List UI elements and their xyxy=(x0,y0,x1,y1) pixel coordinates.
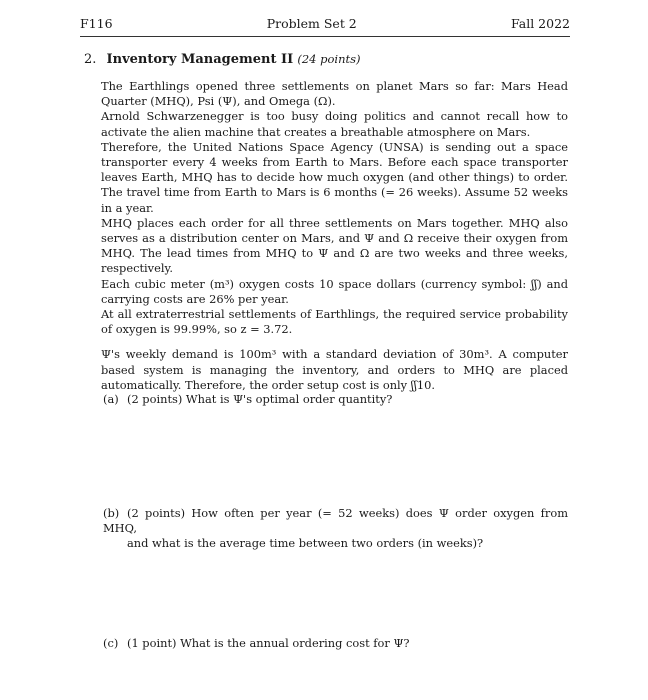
page-header xyxy=(80,16,570,31)
paragraph-psi-demand: Ψ's weekly demand is 100m³ with a standard deviation of 30m³. A computer based system is managing the inventory, and orders to MHQ are placed automatically. Therefore, the order setup cost is only ʃʃ10. xyxy=(101,347,568,392)
paragraph-schwarzenegger: Arnold Schwarzenegger is too busy doing politics and cannot recall how to activate the alien machine that creates a breathable atmosphere on Mars. xyxy=(101,109,568,139)
course-code: F116 xyxy=(80,16,113,31)
question-b-text-continued: and what is the average time between two orders (in weeks)? xyxy=(127,536,484,551)
problem-body xyxy=(101,79,568,393)
problem-heading xyxy=(84,52,360,67)
question-b-text: (2 points) How often per year (= 52 weeks) does Ψ order oxygen from MHQ, xyxy=(103,506,568,536)
question-b-label: (b) xyxy=(103,506,120,520)
paragraph-settlements: The Earthlings opened three settlements on planet Mars so far: Mars Head Quarter (MHQ), Psi (Ψ), and Omega (Ω). xyxy=(101,79,568,109)
question-c-text: (1 point) What is the annual ordering cost for Ψ? xyxy=(127,636,410,650)
problem-number: 2. xyxy=(84,52,97,67)
header-rule xyxy=(80,36,570,37)
question-b xyxy=(103,506,568,552)
question-a-label: (a) xyxy=(103,392,119,406)
problem-name: Inventory Management II xyxy=(106,52,294,67)
term: Fall 2022 xyxy=(510,16,570,31)
paragraph-service-level: At all extraterrestrial settlements of Earthlings, the required service probability of oxygen is 99.99%, so z = 3.72. xyxy=(101,307,568,337)
question-c-label: (c) xyxy=(103,636,119,650)
paragraph-costs: Each cubic meter (m³) oxygen costs 10 space dollars (currency symbol: ʃʃ) and carrying costs are 26% per year. xyxy=(101,276,568,306)
paragraph-unsa: Therefore, the United Nations Space Agency (UNSA) is sending out a space transporter every 4 weeks from Earth to Mars. Before each space transporter leaves Earth, MHQ has to decide how much oxygen (and other things) to order. The travel time from Earth to Mars is 6 months (= 26 weeks). Assume 52 weeks in a year. xyxy=(101,139,568,215)
paragraph-mhq-orders: MHQ places each order for all three settlements on Mars together. MHQ also serves as a distribution center on Mars, and Ψ and Ω receive their oxygen from MHQ. The lead times from MHQ to Ψ and Ω are two weeks and three weeks, respectively. xyxy=(101,215,568,276)
question-c xyxy=(103,636,568,651)
problem-set-title: Problem Set 2 xyxy=(266,16,357,31)
question-a xyxy=(103,392,568,407)
problem-points: (24 points) xyxy=(297,52,361,66)
question-a-text: (2 points) What is Ψ's optimal order quantity? xyxy=(127,392,393,406)
